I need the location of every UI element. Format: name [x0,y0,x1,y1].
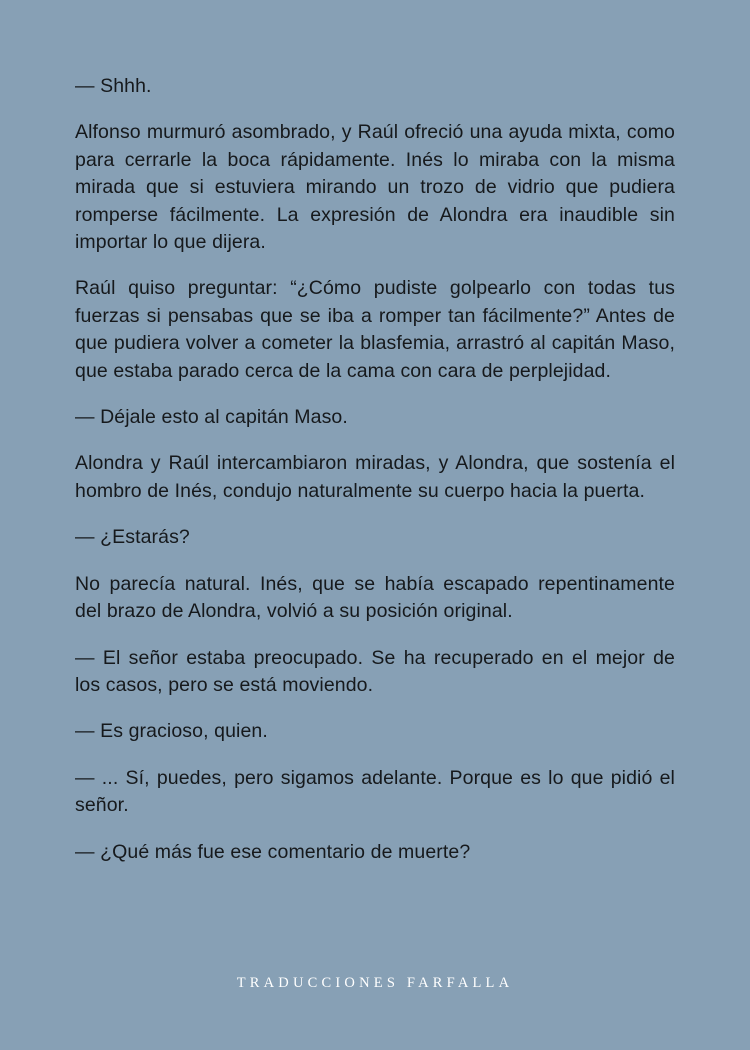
paragraph-8: — El señor estaba preocupado. Se ha recuperado en el mejor de los casos, pero se está moviendo. [75,646,675,696]
footer-credit: TRADUCCIONES FARFALLA [236,975,514,991]
paragraph-6: — ¿Estarás? [75,526,190,549]
page-body [75,73,675,885]
paragraph-10: — ... Sí, puedes, pero sigamos adelante. Porque es lo que pidió el señor. [75,766,675,817]
paragraph-2: Alfonso murmuró asombrado, y Raúl ofreció una ayuda mixta, como para cerrarle la boca rápidamente. Inés lo miraba con la misma mirada que si estuviera mirando un trozo de vidrio que pudiera romperse fácilmente. La expresión de Alondra era inaudible sin importar lo que dijera. [75,121,675,254]
paragraph-7: No parecía natural. Inés, que se había escapado repentinamente del brazo de Alondra, volvió a su posición original. [75,572,675,623]
paragraph-11: — ¿Qué más fue ese comentario de muerte? [75,840,471,863]
paragraph-4: — Déjale esto al capitán Maso. [75,406,348,429]
paragraph-9: — Es gracioso, quien. [75,720,268,743]
paragraph-5: Alondra y Raúl intercambiaron miradas, y Alondra, que sostenía el hombro de Inés, condujo naturalmente su cuerpo hacia la puerta. [75,452,675,502]
paragraph-1: — Shhh. [75,75,152,97]
paragraph-3: Raúl quiso preguntar: “¿Cómo pudiste golpearlo con todas tus fuerzas si pensabas que se iba a romper tan fácilmente?” Antes de que pudiera volver a cometer la blasfemia, arrastró al capitán Maso, que estaba parado cerca de la cama con cara de perplejidad. [75,277,675,382]
